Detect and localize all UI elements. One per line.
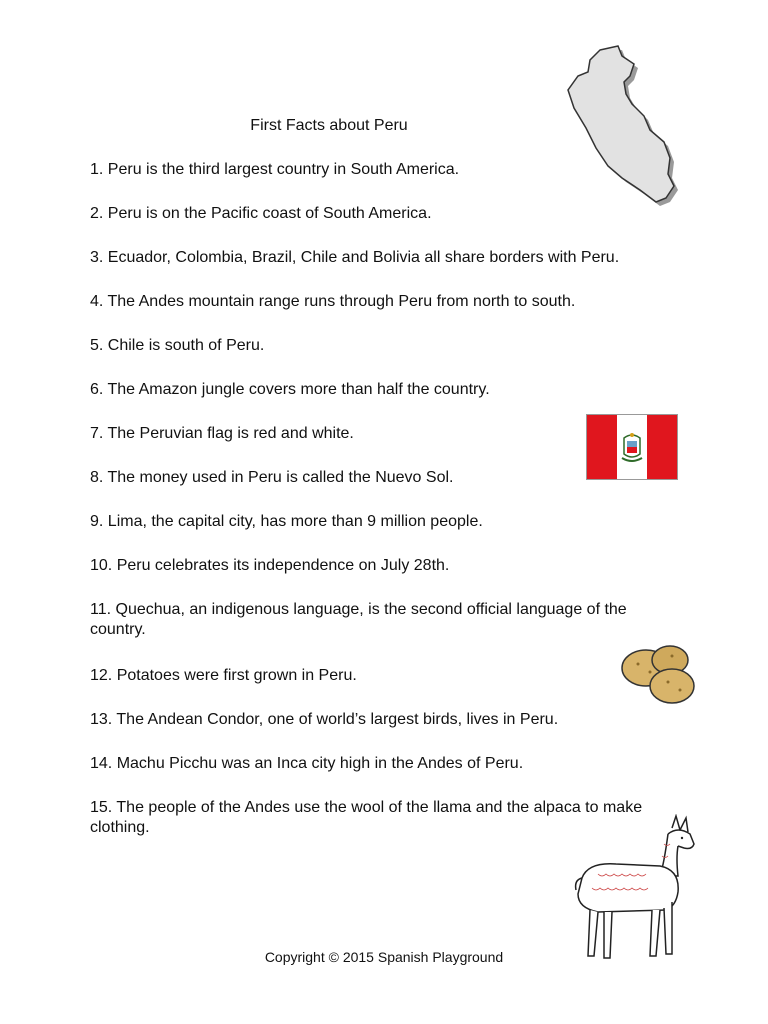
fact-item: 4. The Andes mountain range runs through Peru from north to south.	[90, 293, 576, 310]
fact-item: 9. Lima, the capital city, has more than 9 million people.	[90, 513, 483, 530]
peru-map-icon	[560, 42, 680, 207]
fact-item: 5. Chile is south of Peru.	[90, 337, 265, 354]
fact-item: 3. Ecuador, Colombia, Brazil, Chile and Bolivia all share borders with Peru.	[90, 249, 620, 266]
fact-item: 10. Peru celebrates its independence on July 28th.	[90, 557, 450, 574]
fact-item: 7. The Peruvian flag is red and white.	[90, 425, 354, 442]
fact-item: 13. The Andean Condor, one of world’s largest birds, lives in Peru.	[90, 711, 559, 728]
fact-item: 2. Peru is on the Pacific coast of South America.	[90, 205, 432, 222]
potatoes-icon	[620, 636, 700, 710]
fact-item: 6. The Amazon jungle covers more than half the country.	[90, 381, 490, 398]
fact-item: 14. Machu Picchu was an Inca city high in the Andes of Peru.	[90, 755, 524, 772]
page-title: First Facts about Peru	[250, 117, 408, 134]
fact-item: 1. Peru is the third largest country in South America.	[90, 161, 460, 178]
llama-icon	[568, 814, 698, 964]
fact-item: 12. Potatoes were first grown in Peru.	[90, 667, 357, 684]
fact-item: 15. The people of the Andes use the wool of the llama and the alpaca to make clothing.	[90, 799, 643, 836]
fact-item: 8. The money used in Peru is called the Nuevo Sol.	[90, 469, 454, 486]
fact-item: 11. Quechua, an indigenous language, is the second official language of the country.	[90, 601, 627, 638]
peru-flag-icon	[586, 414, 678, 480]
copyright-notice: Copyright © 2015 Spanish Playground	[264, 949, 504, 965]
